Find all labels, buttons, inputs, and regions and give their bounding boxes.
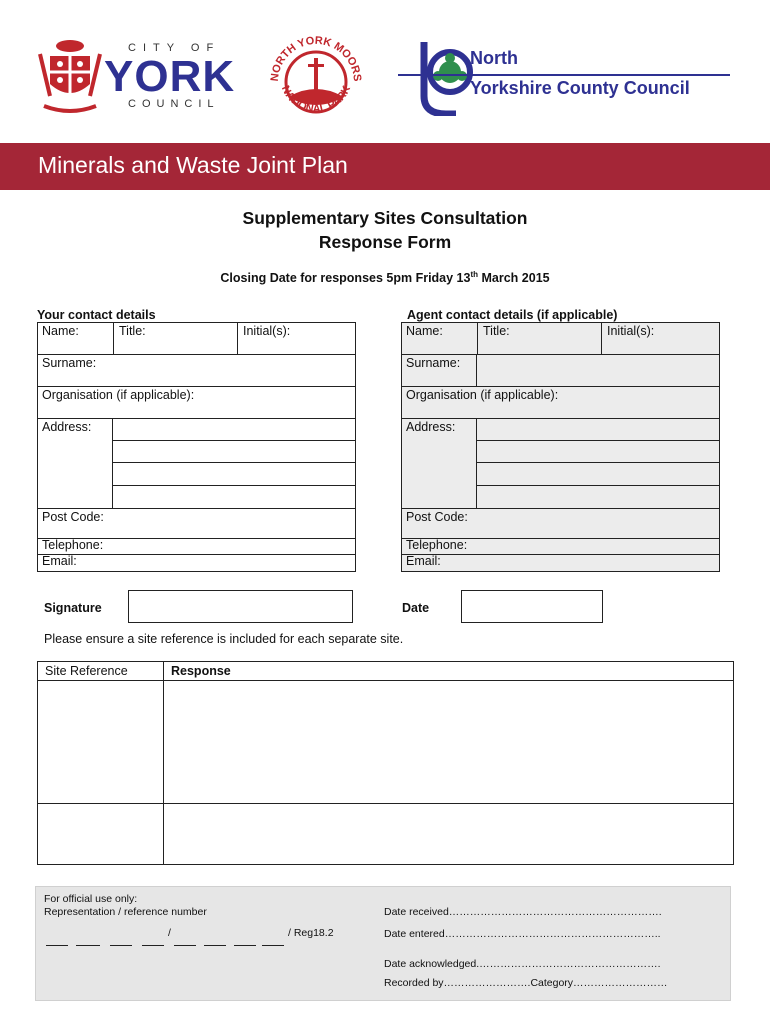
agent-postcode-field[interactable]: Post Code: xyxy=(406,510,468,524)
nym-seal-text xyxy=(264,26,368,130)
agent-contact-heading: Agent contact details (if applicable) xyxy=(407,308,618,322)
york-city-of: CITY OF xyxy=(128,42,221,54)
york-crest-icon xyxy=(36,36,104,116)
signature-label: Signature xyxy=(44,601,102,615)
york-name: YORK xyxy=(104,52,236,101)
site-reference-note: Please ensure a site reference is included for each separate site. xyxy=(44,632,404,646)
closing-date xyxy=(0,270,770,285)
your-title-field[interactable]: Title: xyxy=(119,324,146,338)
your-address-line-3[interactable] xyxy=(113,463,356,485)
svg-text:NATIONAL PARK xyxy=(279,84,353,115)
response-cell-1[interactable] xyxy=(164,681,733,803)
your-contact-table xyxy=(37,322,356,572)
agent-address-line-4[interactable] xyxy=(477,486,720,508)
response-table xyxy=(37,661,734,865)
agent-address-line-3[interactable] xyxy=(477,463,720,485)
nym-bottom-text: NATIONAL PARK xyxy=(278,83,354,116)
response-cell-2[interactable] xyxy=(164,804,733,864)
agent-email-field[interactable]: Email: xyxy=(406,554,441,568)
nycc-rule xyxy=(398,74,730,76)
nycc-logo xyxy=(398,36,738,116)
agent-address-label: Address: xyxy=(406,420,456,434)
your-initials-field[interactable]: Initial(s): xyxy=(243,324,291,338)
agent-surname-field[interactable]: Surname: xyxy=(406,356,461,370)
your-surname-field[interactable]: Surname: xyxy=(42,356,97,370)
agent-telephone-field[interactable]: Telephone: xyxy=(406,538,468,552)
reference-number-label: Representation / reference number xyxy=(44,906,207,918)
agent-contact-table xyxy=(401,322,720,572)
nym-top-text: NORTH YORK MOORS xyxy=(268,34,364,83)
your-telephone-field[interactable]: Telephone: xyxy=(42,538,104,552)
agent-address-line-2[interactable] xyxy=(477,441,720,462)
your-address-line-4[interactable] xyxy=(113,486,356,508)
agent-initials-field[interactable]: Initial(s): xyxy=(607,324,655,338)
york-council-logo xyxy=(36,36,236,116)
york-council: COUNCIL xyxy=(128,98,220,110)
your-address-line-2[interactable] xyxy=(113,441,356,462)
date-received-line: Date received……………………………………………………. xyxy=(384,906,662,918)
site-reference-header: Site Reference xyxy=(45,664,128,678)
your-address-label: Address: xyxy=(42,420,92,434)
banner-title: Minerals and Waste Joint Plan xyxy=(38,152,348,178)
reg-label: / Reg18.2 xyxy=(288,927,334,939)
nycc-crest-icon xyxy=(416,36,476,116)
signature-field[interactable] xyxy=(128,590,353,623)
north-york-moors-logo xyxy=(264,26,368,130)
site-reference-cell-1[interactable] xyxy=(38,681,163,803)
agent-organisation-field[interactable]: Organisation (if applicable): xyxy=(406,388,559,402)
form-title-line1: Supplementary Sites Consultation xyxy=(242,208,528,228)
your-address-line-1[interactable] xyxy=(113,419,356,440)
closing-date-month: March 2015 xyxy=(478,271,550,286)
your-contact-heading: Your contact details xyxy=(37,308,156,322)
response-header: Response xyxy=(171,664,231,678)
agent-name-field[interactable]: Name: xyxy=(406,324,443,338)
date-field[interactable] xyxy=(461,590,603,623)
your-postcode-field[interactable]: Post Code: xyxy=(42,510,104,524)
recorded-by-line: Recorded by…………………….Category……………………… xyxy=(384,977,668,989)
site-reference-cell-2[interactable] xyxy=(38,804,163,864)
your-organisation-field[interactable]: Organisation (if applicable): xyxy=(42,388,195,402)
date-entered-line: Date entered…………………………………………………….. xyxy=(384,928,661,940)
your-name-field[interactable]: Name: xyxy=(42,324,79,338)
nycc-line2: Yorkshire County Council xyxy=(470,78,690,98)
form-title-line2: Response Form xyxy=(318,232,452,252)
agent-address-line-1[interactable] xyxy=(477,419,720,440)
date-label: Date xyxy=(402,601,430,615)
closing-date-sup: th xyxy=(470,270,479,279)
svg-text:NORTH YORK MOORS xyxy=(269,35,363,82)
nycc-line1: North xyxy=(470,48,518,68)
your-email-field[interactable]: Email: xyxy=(42,554,77,568)
official-use-heading: For official use only: xyxy=(44,893,138,905)
agent-title-field[interactable]: Title: xyxy=(483,324,510,338)
official-use-panel xyxy=(35,886,731,1001)
date-acknowledged-line: Date acknowledged.……………………………………………. xyxy=(384,958,661,970)
closing-date-text: Closing Date for responses 5pm Friday 13 xyxy=(220,271,471,286)
reference-slash: / xyxy=(168,927,171,939)
